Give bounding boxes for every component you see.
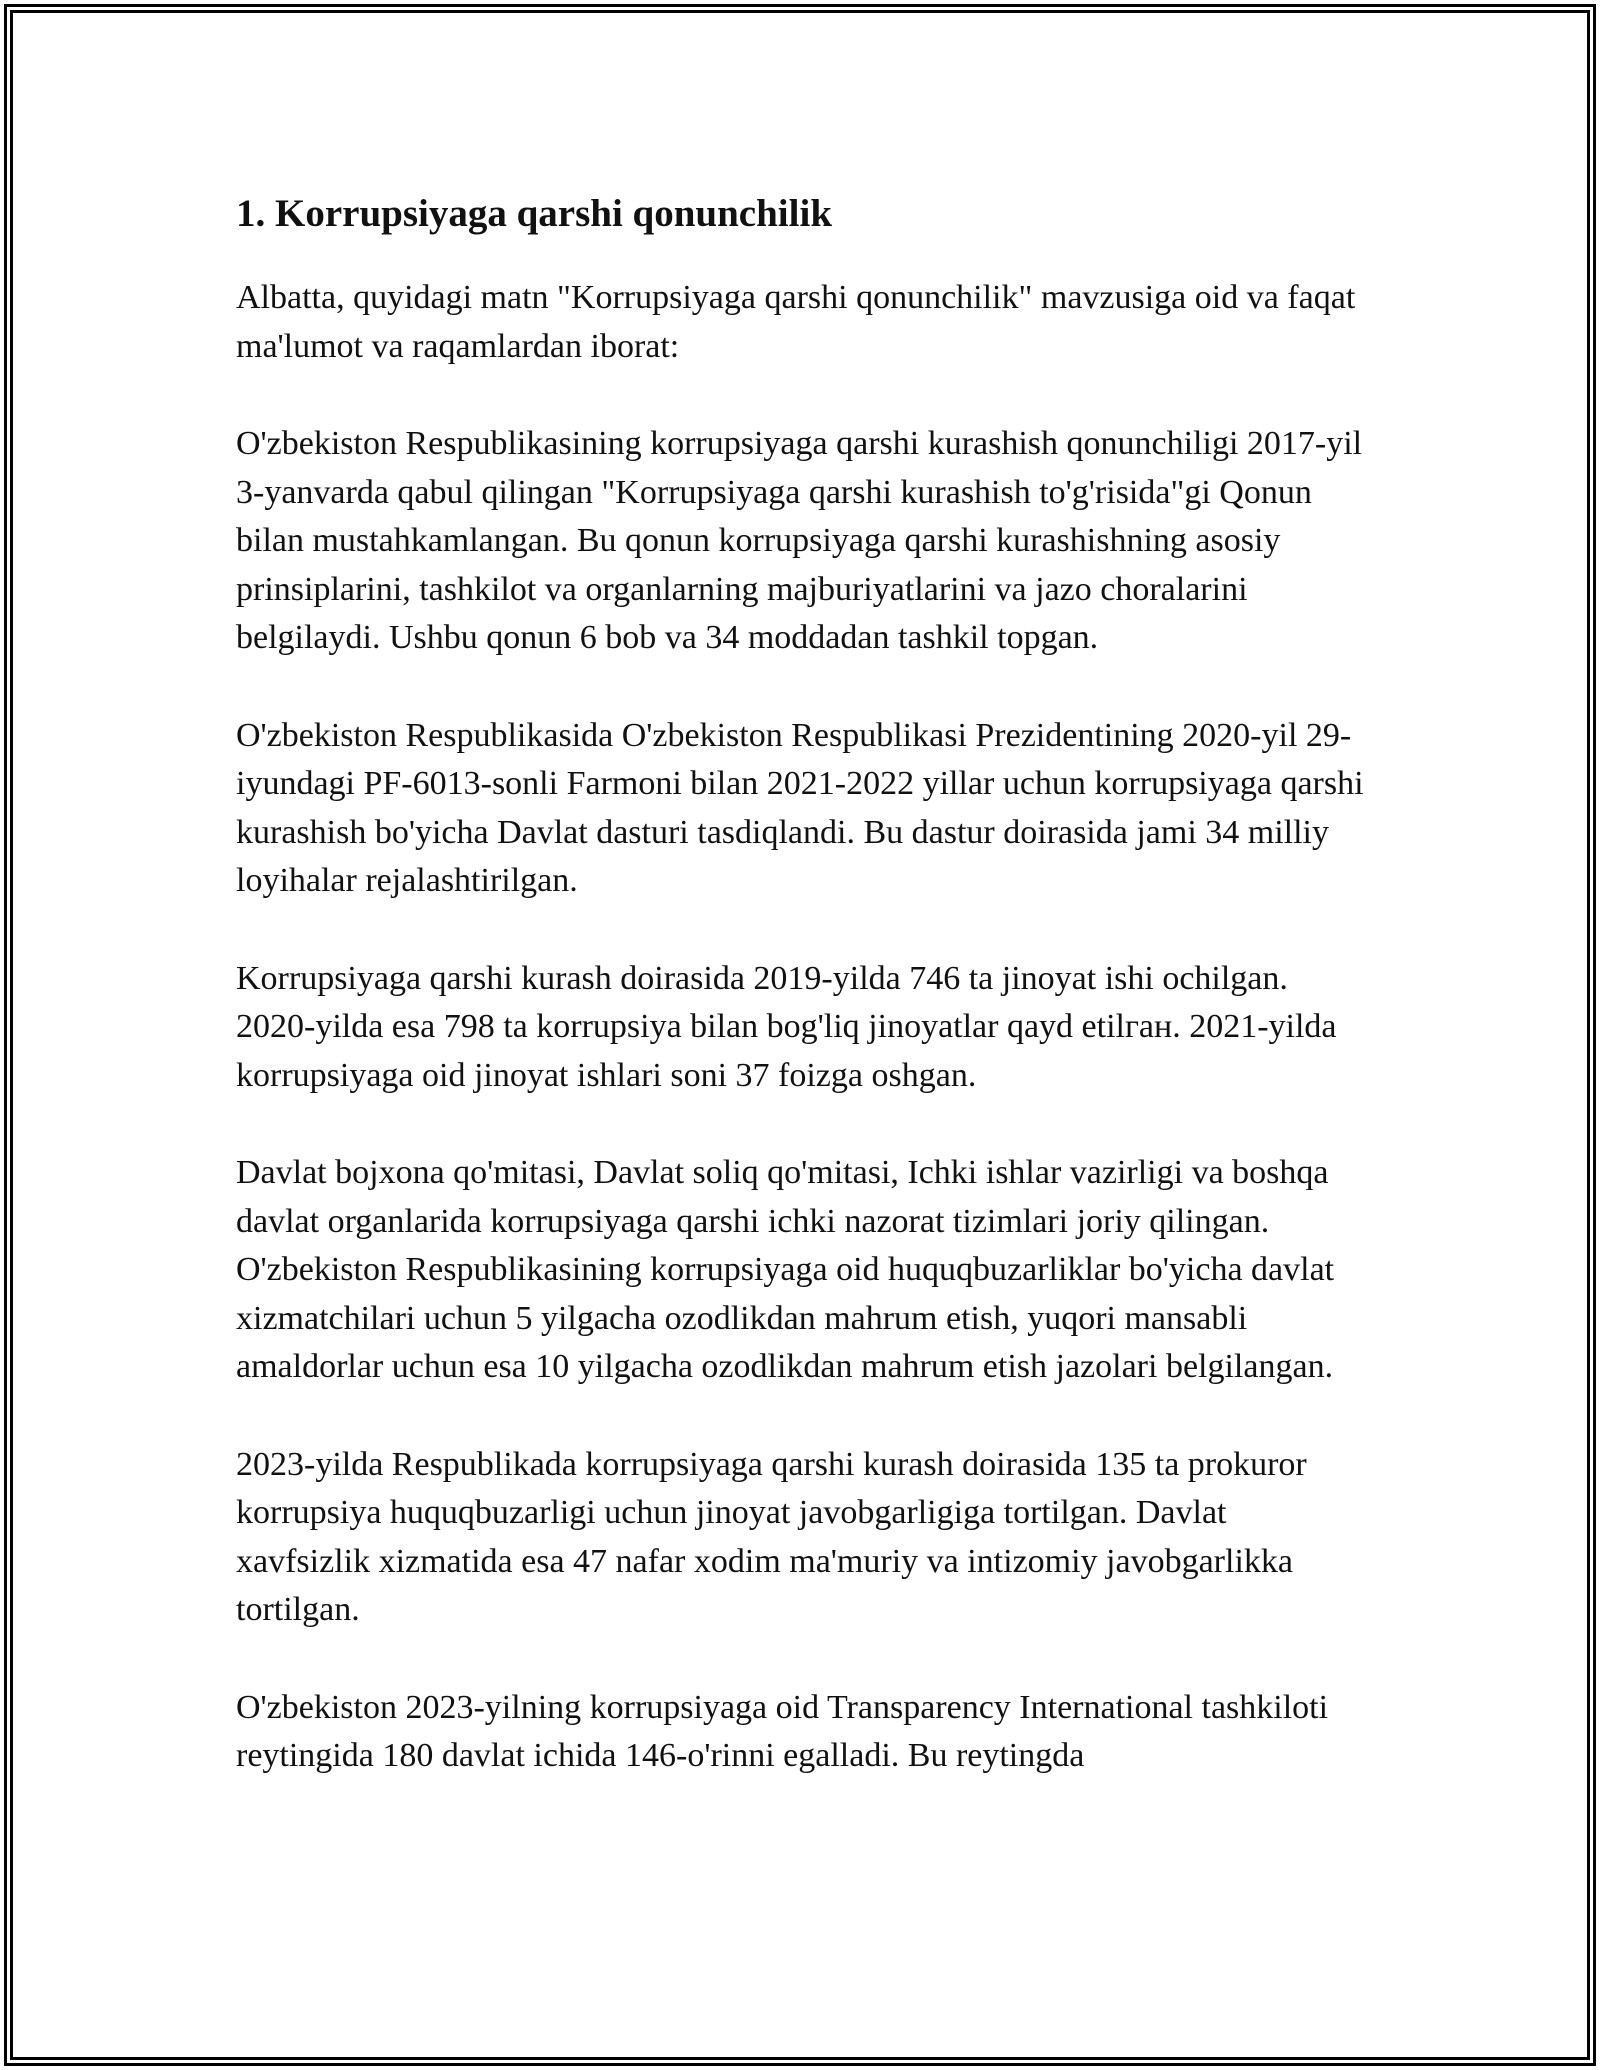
paragraph-2023-prosecutions: 2023-yilda Respublikada korrupsiyaga qarshi kurash doirasida 135 ta prokuror korrupsiya huquqbuzarligi uchun jinoyat javobgarligiga tortilgan. Davlat xavfsizlik xizmatida esa 47 nafar xodim ma'muriy va intizomiy javobgarlikka tortilgan. [236,1445,1307,1628]
paragraph-transparency-ranking: O'zbekiston 2023-yilning korrupsiyaga oid Transparency International tashkiloti reytingida 180 davlat ichida 146-o'rinni egalladi. Bu reytingda [236,1688,1329,1774]
paragraph-internal-control: Davlat bojxona qo'mitasi, Davlat soliq qo'mitasi, Ichki ishlar vazirligi va boshqa davlat organlarida korrupsiyaga qarshi ichki nazorat tizimlari joriy qilingan. O'zbekiston Respublikasining korrupsiyaga oid huquqbuzarliklar bo'yicha davlat xizmatchilari uchun 5 yilgacha ozodlikdan mahrum etish, yuqori mansabli amaldorlar uchun esa 10 yilgacha ozodlikdan mahrum etish jazolari belgilangan. [236,1154,1335,1385]
paragraph-crime-statistics: Korrupsiyaga qarshi kurash doirasida 2019-yilda 746 ta jinoyat ishi ochilgan. 2020-yilda esa 798 ta korrupsiya bilan bog'liq jinoyatlar qayd etilган. 2021-yilda korrupsiyaga oid jinoyat ishlari soni 37 foizga oshgan. [236,959,1337,1094]
paragraph-intro: Albatta, quyidagi matn "Korrupsiyaga qarshi qonunchilik" mavzusiga oid va faqat ma'lumot va raqamlardan iborat: [236,279,1356,365]
section-heading: 1. Korrupsiyaga qarshi qonunchilik [236,192,833,235]
document-body [236,186,1366,1830]
paragraph-law-2017: O'zbekiston Respublikasining korrupsiyaga qarshi kurashish qonunchiligi 2017-yil 3-yanvarda qabul qilingan "Korrupsiyaga qarshi kurashish to'g'risida"gi Qonun bilan mustahkamlangan. Bu qonun korrupsiyaga qarshi kurashishning asosiy prinsiplarini, tashkilot va organlarning majburiyatlarini va jazo choralarini belgilaydi. Ushbu qonun 6 bob va 34 moddadan tashkil topgan. [236,425,1363,656]
paragraph-state-program: O'zbekiston Respublikasida O'zbekiston Respublikasi Prezidentining 2020-yil 29-iyundagi PF-6013-sonli Farmoni bilan 2021-2022 yillar uchun korrupsiyaga qarshi kurashish bo'yicha Davlat dasturi tasdiqlandi. Bu dastur doirasida jami 34 milliy loyihalar rejalashtirilgan. [236,716,1364,899]
